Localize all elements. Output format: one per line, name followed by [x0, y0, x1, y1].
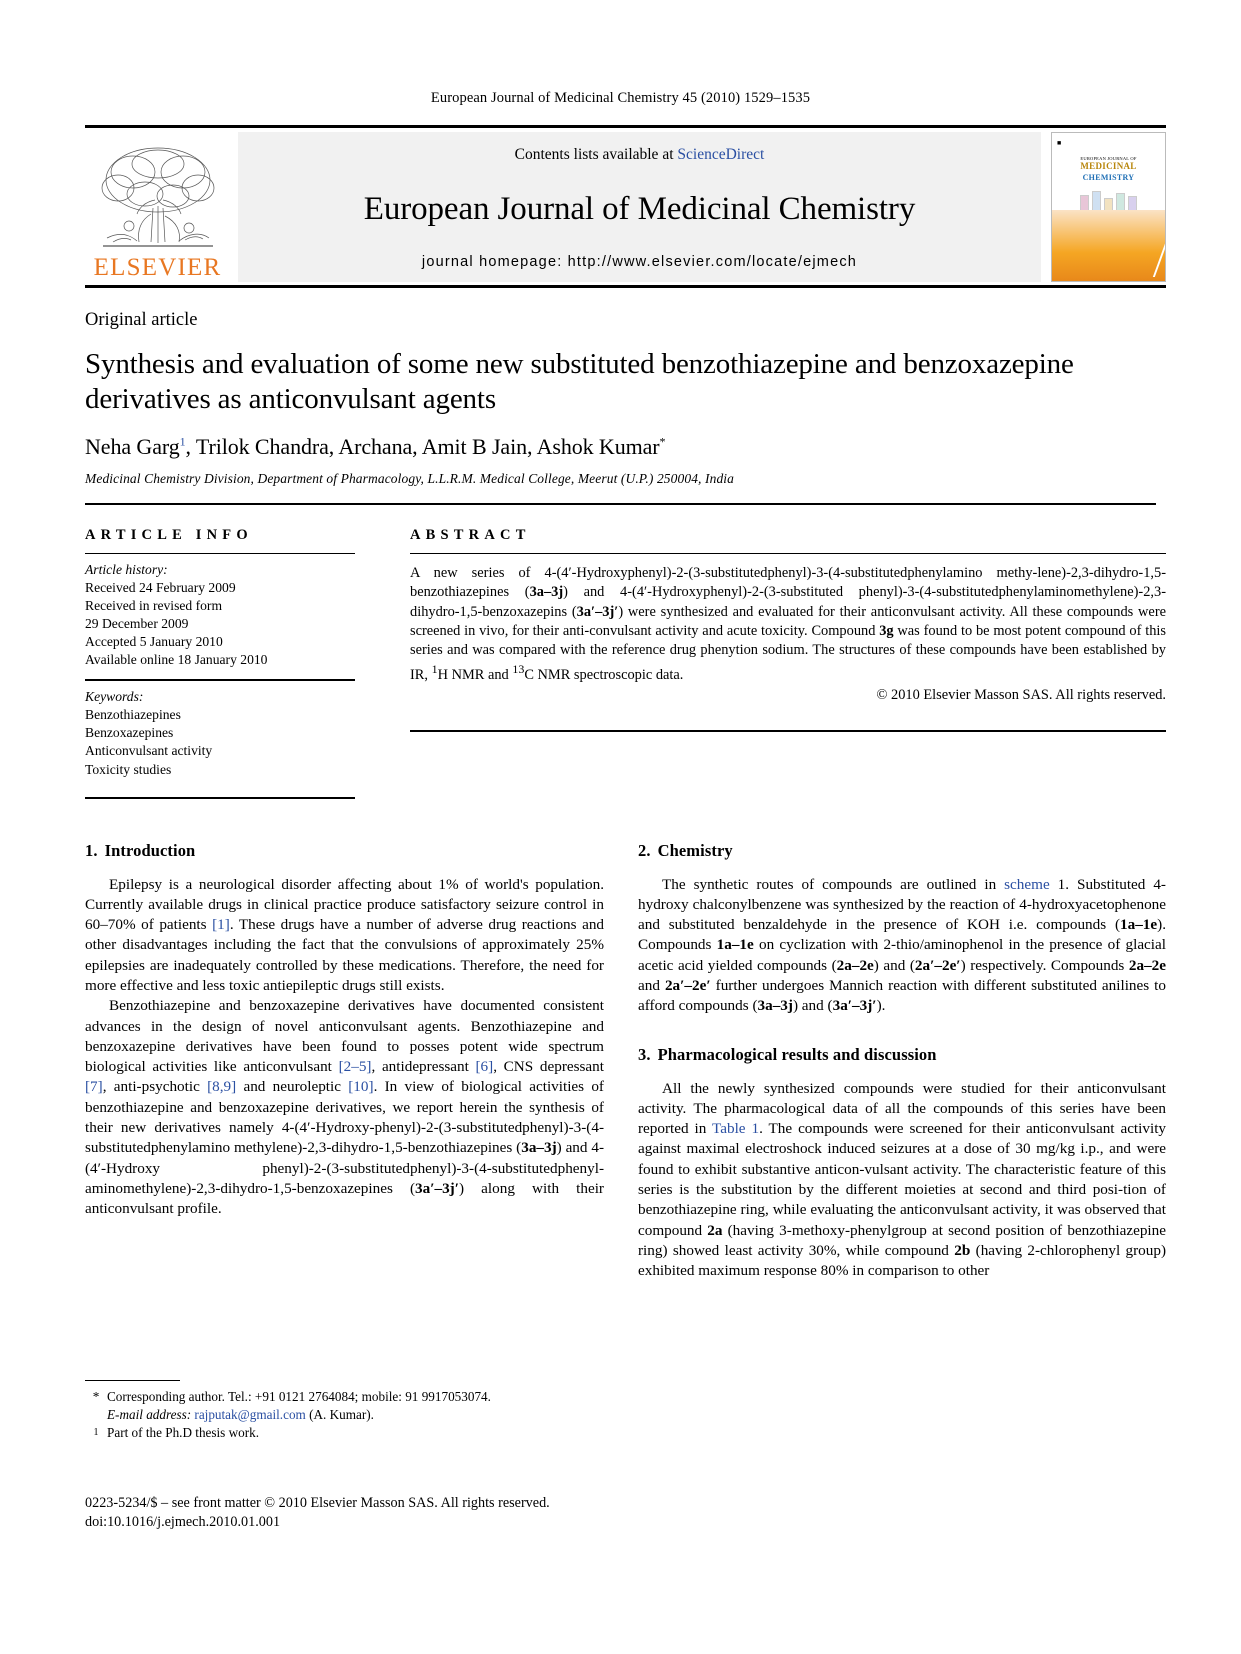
text-seg: ) and (: [873, 956, 915, 974]
masthead-center: [238, 132, 1041, 282]
text-seg: Epilepsy is a neurological disorder affecting about 1% of world's population. Currently available drugs in clinical practice produce satisfactory seizure control in 60–70% of patients: [85, 875, 604, 934]
section-heading-chemistry: [638, 841, 1166, 861]
abstract-seg: ) and 4-(4′-Hydroxyphenyl)-2-(3-substituted phenyl)-3-(4-substitutedphenylaminomethylene)-2,3-dihydro-1,5-benzoxazepins (: [410, 584, 1167, 620]
text-seg: further undergoes Mannich reaction with different substituted anilines to afford compounds (: [638, 977, 1166, 1015]
abstract-heading: ABSTRACT: [410, 526, 531, 543]
history-item: Received 24 February 2009: [85, 579, 236, 595]
footnote-marker-star: *: [92, 1389, 100, 1404]
citation-ref[interactable]: [7]: [85, 1078, 103, 1096]
text-seg: . These drugs have a number of adverse drug reactions and other disadvantages including the fact that the convulsions of approximately 25% epilepsies are inadequately controlled by these medications. Therefore, the need for more effective and less toxic antiepileptic drugs still exists.: [85, 916, 605, 995]
compound-ref: 3a–3j: [757, 997, 793, 1015]
footnote-rule: [85, 1380, 180, 1381]
abstract-seg: ) were synthesized and evaluated for their anticonvulsant activity. All these compounds were screened in vivo, for their anti-convulsant activity and acute toxicity. Compound: [410, 603, 1166, 639]
elsevier-wordmark: ELSEVIER: [93, 254, 222, 281]
elsevier-logo: [85, 132, 230, 282]
compound-ref: 3a–3j: [529, 584, 564, 601]
compound-ref: 3a′–3j′: [415, 1179, 460, 1197]
compound-ref: 2a: [707, 1221, 723, 1239]
text-seg: ).: [876, 997, 886, 1015]
footnote-corresponding-author: [85, 1388, 604, 1406]
footnote-marker-blank: [85, 1406, 107, 1424]
author-list: [85, 434, 1156, 460]
text-seg: and: [638, 977, 665, 995]
email-label: E-mail address:: [107, 1407, 192, 1423]
footnote-email-row: [85, 1406, 604, 1424]
text-seg: on cyclization with 2-thio/aminophenol in the presence of glacial acetic acid yielded compounds (: [638, 936, 1166, 974]
body-columns: [85, 841, 1166, 1282]
journal-homepage-link[interactable]: journal homepage: http://www.elsevier.com/locate/ejmech: [421, 254, 858, 270]
article-info-column: [85, 527, 385, 799]
masthead-bottom-rule: [85, 285, 1166, 288]
journal-title: European Journal of Medicinal Chemistry: [363, 190, 916, 227]
citation-ref[interactable]: [8,9]: [207, 1078, 237, 1096]
body-left-column: [85, 841, 604, 1282]
text-seg: The synthetic routes of compounds are outlined in: [662, 875, 1005, 893]
compound-ref: 3a–3j: [521, 1139, 557, 1157]
abstract-seg: was found to be most potent compound of this series and was compared with the reference drug phenytion sodium. The structures of these compounds have been established by IR,: [410, 622, 1166, 683]
footnote-one-text: Part of the Ph.D thesis work.: [107, 1425, 260, 1441]
text-seg: (having 2-chlorophenyl group) exhibited maximum response 80% in comparison to other: [638, 1241, 1167, 1280]
table-link[interactable]: Table 1: [712, 1120, 760, 1138]
footnote-star-text: Corresponding author. Tel.: +91 0121 2764084; mobile: 91 9917053074.: [107, 1389, 491, 1404]
article-info-heading: ARTICLE INFO: [85, 526, 253, 543]
text-seg: . In view of biological activities of benzothiazepine and benzoxazepine derivatives, we report herein the synthesis of their new derivatives namely 4-(4′-Hydroxy-phenyl)-2-(3-substitutedphenyl)-3-(4-substitutedphenylamino methylene)-2,3-dihydro-1,5-benzothiazepines (: [85, 1078, 604, 1157]
issn-doi-block: [85, 1494, 645, 1533]
text-seg: ) respectively. Compounds: [960, 956, 1129, 974]
compound-ref: 1a–1e: [716, 936, 754, 954]
affiliation: Medicinal Chemistry Division, Department of Pharmacology, L.L.R.M. Medical College, Meerut (U.P.) 250004, India: [85, 470, 735, 486]
footnote-thesis-row: [85, 1424, 604, 1442]
text-seg: , CNS depressant: [493, 1058, 604, 1076]
page-title: Synthesis and evaluation of some new substituted benzothiazepine and benzoxazepine derivatives as anticonvulsant agents: [85, 348, 1074, 416]
compound-ref: 1a–1e: [1120, 916, 1158, 934]
abstract-seg: H NMR and: [437, 666, 513, 683]
section-title: Introduction: [104, 840, 196, 860]
history-item: Accepted 5 January 2010: [85, 634, 223, 650]
text-seg: , antidepressant: [371, 1058, 476, 1076]
intro-paragraph-2: [85, 996, 604, 1219]
section-title: Chemistry: [657, 840, 733, 860]
intro-paragraph-1: [85, 875, 604, 997]
text-seg: (having 3-methoxy-phenylgroup at second position of benzothiazepine ring) showed least activity 30%, while compound: [638, 1221, 1166, 1259]
authors-rest: , Trilok Chandra, Archana, Amit B Jain, Ashok Kumar: [185, 433, 660, 459]
compound-ref: 3a′–3j′: [832, 997, 877, 1015]
doi-line[interactable]: doi:10.1016/j.ejmech.2010.01.001: [85, 1514, 281, 1531]
info-abstract-region: [85, 505, 1166, 799]
author-footnote-marker[interactable]: 1: [179, 434, 186, 449]
compound-ref: 3a′–3j′: [576, 603, 619, 620]
journal-cover-thumbnail: [1051, 132, 1166, 282]
history-item: Received in revised form: [85, 597, 223, 613]
footnote-email-text: [107, 1406, 604, 1424]
compound-ref: 2a′–2e′: [664, 977, 711, 995]
body-right-column: [638, 841, 1166, 1282]
text-seg: . The compounds were screened for their anticonvulsant activity against maximal electroshock induced seizures at a dose of 30 mg/kg i.p., and were found to exhibit substantive anticon-vulsant activity. The characteristic feature of this series is the substitution by the different moieties at second and third posi-tion of benzothiazepine ring, while evaluating the anticonvulsant activity, it was observed that compound: [638, 1120, 1167, 1239]
corresponding-author-marker[interactable]: *: [659, 434, 666, 449]
keyword-item: Benzoxazepines: [85, 725, 174, 741]
text-seg: All the newly synthesized compounds were studied for their anticonvulsant activity. The pharmacological data of all the compounds of this series have been reported in: [638, 1079, 1166, 1138]
text-seg: , anti-psychotic: [102, 1078, 208, 1096]
abstract-seg: C NMR spectroscopic data.: [524, 666, 684, 683]
keyword-item: Toxicity studies: [85, 761, 172, 777]
abstract-seg: A new series of 4-(4′-Hydroxyphenyl)-2-(3-substitutedphenyl)-3-(4-substitutedphenylamino methy-lene)-2,3-dihydro-1,5-benzothiazepines (: [410, 564, 1166, 601]
text-seg: and neuroleptic: [236, 1078, 349, 1096]
footnote-marker-one: 1: [93, 1427, 99, 1439]
chemistry-paragraph-1: [638, 875, 1166, 1017]
cover-top: ■ EUROPEAN JOURNAL OF MEDICINAL CHEMISTRY: [1052, 133, 1165, 210]
nmr-superscript: 13: [512, 661, 525, 676]
citation-ref[interactable]: [1]: [212, 916, 230, 934]
running-head: European Journal of Medicinal Chemistry 45 (2010) 1529–1535: [430, 90, 811, 106]
section-number: 3.: [638, 1044, 651, 1064]
history-item: 29 December 2009: [85, 615, 189, 631]
section-heading-introduction: [85, 841, 604, 861]
footnotes: [85, 1380, 604, 1443]
section-title: Pharmacological results and discussion: [657, 1044, 937, 1064]
history-item: Available online 18 January 2010: [85, 652, 268, 668]
article-history: [85, 554, 355, 679]
keyword-item: Anticonvulsant activity: [85, 743, 213, 759]
compound-ref: 2a′–2e′: [914, 956, 961, 974]
keywords-label: Keywords:: [85, 689, 144, 705]
text-seg: ). Compounds: [638, 916, 1166, 954]
title-block: [85, 310, 1156, 487]
keywords-block: [85, 681, 355, 786]
keyword-item: Benzothiazepines: [85, 707, 181, 723]
pharmacology-paragraph-1: [638, 1079, 1166, 1282]
abstract-column: [385, 527, 1166, 799]
abstract-text: [410, 554, 1166, 685]
cover-line1: EUROPEAN JOURNAL OF: [1080, 155, 1137, 161]
text-seg: ) and 4-(4′-Hydroxy phenyl)-2-(3-substitutedphenyl)-3-(4-substitutedphenyl-aminomethylene)-2,3-dihydro-1,5-benzoxazepines (: [85, 1139, 604, 1197]
cover-line3: CHEMISTRY: [1082, 172, 1135, 182]
compound-ref: 2a–2e: [836, 956, 874, 974]
sciencedirect-link[interactable]: ScienceDirect: [677, 146, 765, 163]
copyright-line: © 2010 Elsevier Masson SAS. All rights reserved.: [876, 686, 1166, 703]
citation-ref[interactable]: [2–5]: [338, 1058, 372, 1076]
text-seg: ) along with their anticonvulsant profile.: [85, 1179, 604, 1218]
citation-ref[interactable]: [10]: [348, 1078, 374, 1096]
text-seg: 1. Substituted 4-hydroxy chalconylbenzene was synthesized by the reaction of 4-hydroxyacetophenone and substituted benzaldehyde in the presence of KOH i.e. compounds (: [638, 875, 1166, 934]
section-heading-pharmacology: [638, 1045, 1166, 1065]
text-seg: ) and (: [792, 997, 833, 1015]
email-link[interactable]: rajputak@gmail.com: [194, 1407, 306, 1423]
section-number: 2.: [638, 840, 651, 860]
issn-line: 0223-5234/$ – see front matter © 2010 Elsevier Masson SAS. All rights reserved.: [85, 1495, 550, 1511]
cover-line2: MEDICINAL: [1080, 161, 1137, 172]
text-seg: Benzothiazepine and benzoxazepine derivatives have documented consistent advances in the design of novel anticonvulsant agents. Benzothiazepine and benzoxazepine derivatives have been found to posses potent wide spectrum biological activities like anticonvulsant: [85, 997, 604, 1076]
elsevier-tree-icon: [93, 142, 223, 254]
journal-masthead: [85, 125, 1166, 282]
article-history-label: Article history:: [85, 561, 168, 577]
article-type: Original article: [85, 310, 198, 330]
email-suffix: (A. Kumar).: [305, 1407, 374, 1423]
contents-prefix: Contents lists available at: [514, 146, 678, 163]
cover-gradient: [1052, 210, 1165, 281]
compound-ref: 3g: [879, 622, 894, 639]
info-rule-bottom: [85, 797, 355, 799]
citation-ref[interactable]: [6]: [475, 1058, 494, 1076]
scheme-link[interactable]: scheme: [1004, 875, 1050, 893]
compound-ref: 2a–2e: [1128, 956, 1166, 974]
nmr-superscript: 1: [431, 661, 438, 676]
author-first: Neha Garg: [85, 433, 180, 459]
section-number: 1.: [85, 840, 98, 860]
contents-line: [515, 146, 765, 164]
compound-ref: 2b: [954, 1241, 971, 1259]
abstract-rule-bottom: [410, 730, 1166, 732]
